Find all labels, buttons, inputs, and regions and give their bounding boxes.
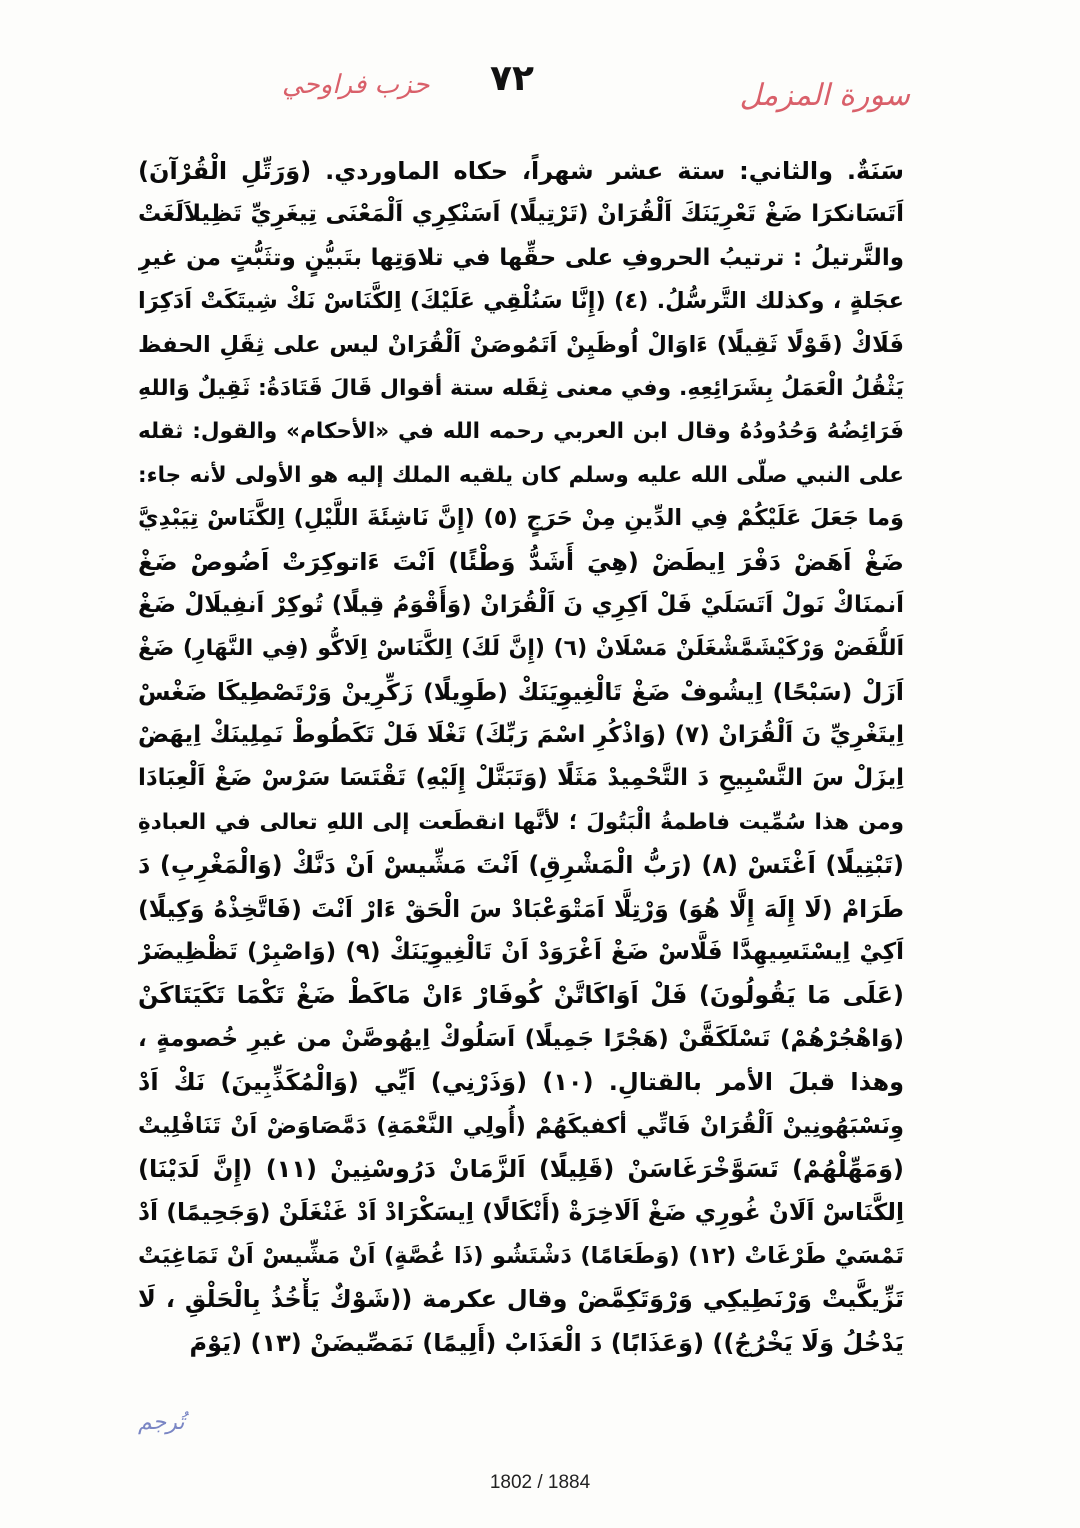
text-line: سَنَةٌ. والثاني: ستة عشر شهراً، حكاه الماوردي. (وَرَتِّلِ الْقُرْآنَ) <box>138 157 904 185</box>
text-line: فَرَائِضُهُ وَحُدُودُهُ وقال ابن العربي رحمه الله في «الأحكام» والقول: ثقله <box>138 419 904 445</box>
text-line: عجَلةٍ ، وكذلك التَّرسُّلُ. (٤) (إِنَّا سَنُلْقِي عَلَيْكَ) اِلكَّنَاسْ نَكْ شِيتَكَتْ اَدَكِرَا <box>138 288 904 315</box>
text-line: وِنَسْبَهُونِينْ اَلْقُرَانْ فَاتِّي أكفيكَهُمْ (أُولِي النَّعْمَةِ) دَمَّصَاوَضْ اَنْ تَنَافْلِيتْ <box>138 1112 904 1139</box>
hizb-label-handwritten: حزب فراوحي <box>282 70 430 100</box>
text-line: على النبي صلّى الله عليه وسلم كان يلقيه الملك إليه هو الأولى لأنه جاء: <box>138 462 904 488</box>
text-line: اِيتَغْرِيِّ نَ اَلْقُرَانْ (٧) (وَاذْكُرِ اسْمَ رَبِّكَ) تَغْلَا فَلْ تَكَطُوطْ نَمِلِينَكْ اِيهَضْ <box>138 722 904 749</box>
text-line: اَللُّفَضْ وَرْكَيْشَمَّشْغَلَنْ مَسْلَانْ (٦) (إِنَّ لَكَ) اِلكَّنَاسْ اِلَاكُّو (فِي النَّهَارِ) ضَغْ <box>138 636 904 662</box>
text-line: يَثْقُلُ الْعَمَلُ بِشَرَائِعِهِ. وفي معنى ثِقَله ستة أقوال قَالَ قَتَادَةُ: ثَقِيلٌ وَاللهِ <box>138 375 904 401</box>
text-line: (وَاهْجُرْهُمْ) تَسْلَكَقَّنْ (هَجْرًا جَمِيلًا) اَسَلُوكْ اِيهُوصَّنْ من غيرِ خُصومةٍ ، <box>138 1025 904 1052</box>
text-line: تَمْسَيْ طَرْغَاتْ (١٢) (وَطَعَامًا) دَشْتَشُو (ذَا غُصَّةٍ) اَنْ مَشِّيسْ اَنْ تَمَاغِيَتْ <box>138 1242 904 1269</box>
text-line: (تَبْتِيلًا) اَغْتَسْ (٨) (رَبُّ الْمَشْرِقِ) اَنْتَ مَشِّيسْ اَنْ دَنَّكْ (وَالْمَغْرِبِ) دَ <box>138 851 904 880</box>
text-line: (عَلَى مَا يَقُولُونَ) فَلْ اَوَاكَاتَّنْ كُوفَارْ ءَانْ مَاكَطْ ضَغْ تَكْمَا تَكَيَتَاكَنْ <box>138 981 904 1010</box>
text-line: تَزِّيكَّيتْ وَرْنَطِيكِي وَرْوَتَكِمَّضْ وقال عكرمة ((شَوْكٌ يَأْخُذُ بِالْحَلْقِ ، لَا <box>138 1285 904 1314</box>
text-line: فَلَاكْ (قَوْلًا ثَقِيلًا) ءَاوَالْ اُوظَيِنْ اَتَمُوصَنْ اَلْقُرَانْ ليس على ثِقَلِ الحفظ <box>138 331 904 358</box>
text-line: اَتَسَانكرَا ضَغْ تَعْرِيَنَكَ اَلْقُرَانْ (تَرْتِيلًا) اَسَنْكِرِي اَلْمَعْنَى تِيغَرِيِّ تَظِيلاَلَغَتْ <box>138 201 904 228</box>
text-line: اَكِيْ اِيسْتَسِيهِدَّا فَلَّاسْ ضَغْ اَغْرَوَدْ اَنْ تَالْغِيوِيَنَكْ (٩) (وَاصْبِرْ) تَظْظِيضَرْ <box>138 939 904 966</box>
text-line: يَدْخُلُ وَلَا يَخْرُجُ)) (وَعَذَابًا) دَ الْعَذَابْ (أَلِيمًا) نَمَصِّيضَنْ (١٣) (يَوْمَ <box>189 1328 904 1357</box>
surah-name-handwritten: سورة المزمل <box>739 78 910 113</box>
text-line: ومن هذا سُمِّيت فاطمةُ الْبَتُولَ ؛ لأنَّها انقطَعت إلى اللهِ تعالى في العبادةِ <box>138 809 904 835</box>
text-line: طَرَامْ (لَا إِلَهَ إِلَّا هُوَ) وَرْتِلَّا اَمَتْوَعْبَادْ سَ الْحَقْ ءَارْ اَنْتَ (فَاتَّخِذْهُ وَكِيلًا) <box>138 894 904 923</box>
handwritten-footer-note: تُرجم <box>138 1410 185 1435</box>
text-line: اِيزَلْ سَ التَّسْبِيحِ دَ التَّحْمِيدْ مَثَلًا (وَتَبَتَّلْ إِلَيْهِ) تَقْتَسَا سَرْسْ ضَغْ اَلْعِبَادَا <box>138 765 904 792</box>
text-line: ضَغْ اَهَضْ دَفْرَ اِيطَضْ (هِيَ أَشَدُّ وَطْئًا) اَنْتَ ءَاتوكِرَتْ اَضُوصْ ضَغْ <box>138 547 904 576</box>
text-line: اَزَلْ (سَبْحًا) اِيشُوفْ ضَغْ تَالْغِيوِيَنَكْ (طَوِيلًا) زَكِّرِينْ وَرْتَصْطِيكَا ضَغْسْ <box>138 677 904 706</box>
text-line: وَما جَعَلَ عَلَيْكُمْ فِي الدِّينِ مِنْ حَرَجٍ (٥) (إِنَّ نَاشِئَةَ اللَّيْلِ) اِلكَّنَاسْ تِيَبْدِيَّ <box>138 505 904 532</box>
pdf-page-indicator: 1802 / 1884 <box>489 1472 591 1493</box>
text-line: (وَمَهِّلْهُمْ) تَسَوَّخْرَغَاسَنْ (قَلِيلًا) اَلزَّمَانْ دَرُوسْنِينْ (١١) (إِنَّ لَدَيْنَا) <box>138 1154 904 1183</box>
tafsir-body-text <box>138 150 904 1365</box>
text-line: اِلكَّنَاسْ اَلَانْ غُورِي ضَغْ اَلَاخِرَةْ (أَنْكَالًا) اِيسَكْرَادْ اَدْ غَنْغَلَنْ (وَجَحِيمًا) اَدْ <box>138 1198 904 1227</box>
text-line: والتَّرتيلُ : ترتيبُ الحروفِ على حقِّها في تلاوَتِها بتَبيُّنٍ وتثَبُّتٍ من غيرِ <box>138 244 904 271</box>
text-line: وهذا قبلَ الأمر بالقتالِ. (١٠) (وَذَرْنِي) اَيِّي (وَالْمُكَذِّبِينَ) نَكْ اَدْ <box>138 1068 904 1097</box>
page-number: ٧٢ <box>490 58 534 99</box>
text-line: اَنمنَاكْ نَولْ اَتَسَلَيْ فَلْ اَكِرِي نَ اَلْقُرَانْ (وَأَقْوَمُ قِيلًا) تُوكِرْ اَنفِيلَالْ ضَغْ <box>138 591 904 618</box>
